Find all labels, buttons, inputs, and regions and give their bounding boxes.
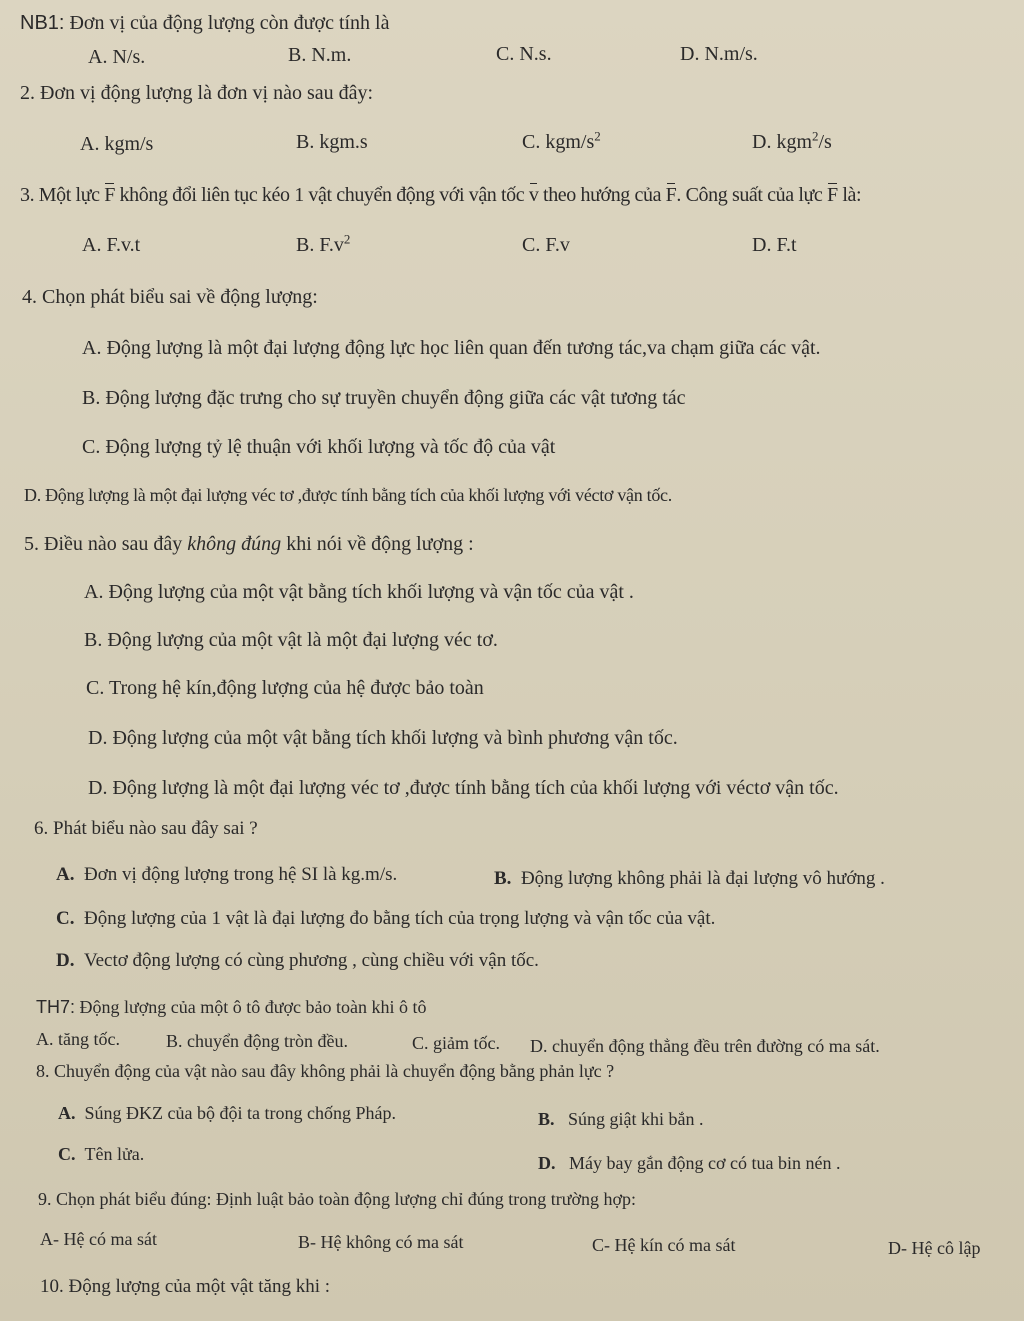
q7-option-b: B. chuyển động tròn đều. — [166, 1031, 348, 1051]
question-10: 10. Động lượng của một vật tăng khi : — [40, 1276, 331, 1297]
q2-option-d-tail: /s — [818, 131, 832, 153]
q9-option-d: D- Hệ cô lập — [888, 1238, 981, 1258]
q3-part-2: không đổi liên tục kéo 1 vật chuyển động với vận tốc — [114, 184, 529, 206]
question-1 — [20, 10, 390, 36]
question-2: 2. Đơn vị động lượng là đơn vị nào sau đây: — [20, 82, 374, 104]
vector-f-1: F — [104, 184, 115, 206]
question-8: 8. Chuyển động của vật nào sau đây không phải là chuyển động bằng phản lực ? — [36, 1061, 615, 1081]
q6-option-a-text: Đơn vị động lượng trong hệ SI là kg.m/s. — [83, 864, 398, 885]
question-3 — [20, 182, 861, 208]
q5-option-d: D. Động lượng của một vật bằng tích khối lượng và bình phương vận tốc. — [88, 727, 678, 749]
q3-option-c — [522, 232, 570, 258]
q5-emphasis: không đúng — [187, 533, 282, 555]
q2-option-b-text: B. kgm.s — [296, 131, 368, 153]
q6-option-d — [56, 948, 539, 974]
question-7-text: Động lượng của một ô tô được bảo toàn khi ô tô — [75, 997, 427, 1017]
q6-option-c-text: Động lượng của 1 vật là đại lượng đo bằng tích của trọng lượng và vận tốc của vật. — [83, 908, 716, 929]
question-1-label: NB1: — [20, 12, 65, 34]
question-4: 4. Chọn phát biểu sai về động lượng: — [22, 286, 318, 308]
q8-option-b-label: B. — [538, 1109, 555, 1129]
q8-option-a — [58, 1100, 396, 1126]
q6-option-d-text: Vectơ động lượng có cùng phương , cùng chiều với vận tốc. — [83, 950, 539, 971]
q5-option-d-2: D. Động lượng là một đại lượng véc tơ ,được tính bằng tích của khối lượng với véctơ vận tốc. — [88, 777, 839, 799]
q5-option-b: B. Động lượng của một vật là một đại lượng véc tơ. — [84, 629, 498, 651]
q2-option-a — [80, 131, 153, 157]
q3-option-b-sup: 2 — [343, 231, 351, 247]
q3-number: 3. — [20, 184, 35, 206]
q8-option-c — [58, 1141, 144, 1167]
q2-option-d — [752, 129, 832, 155]
q5-option-c: C. Trong hệ kín,động lượng của hệ được bảo toàn — [86, 677, 484, 699]
question-7 — [36, 994, 427, 1020]
question-5 — [24, 531, 474, 557]
q9-option-a: A- Hệ có ma sát — [40, 1229, 157, 1249]
q8-option-d-text: Máy bay gắn động cơ có tua bin nén . — [569, 1153, 841, 1173]
q8-option-d-label: D. — [538, 1153, 556, 1173]
question-6: 6. Phát biểu nào sau đây sai ? — [34, 818, 258, 839]
q1-option-d: D. N.m/s. — [680, 43, 758, 65]
q6-option-b — [494, 866, 885, 892]
q6-option-b-text: Động lượng không phải là đại lượng vô hướng . — [520, 868, 885, 889]
q5-option-a: A. Động lượng của một vật bằng tích khối lượng và vận tốc của vật . — [84, 581, 634, 603]
q2-option-b — [296, 129, 368, 155]
q3-option-d — [752, 232, 797, 258]
q7-option-c: C. giảm tốc. — [412, 1033, 500, 1053]
q6-option-c — [56, 906, 715, 932]
q5-post: khi nói về động lượng : — [281, 533, 474, 555]
q6-option-b-label: B. — [494, 868, 512, 889]
q6-option-c-label: C. — [56, 908, 75, 929]
q8-option-a-text: Súng ĐKZ của bộ đội ta trong chống Pháp. — [84, 1103, 396, 1123]
q7-option-d: D. chuyển động thẳng đều trên đường có ma sát. — [530, 1036, 880, 1056]
q3-option-a — [82, 232, 140, 258]
q1-option-b: B. N.m. — [288, 44, 352, 66]
vector-v: v — [528, 184, 539, 206]
q3-part-4: . Công suất của lực — [676, 184, 827, 206]
question-1-text: Đơn vị của động lượng còn được tính là — [64, 12, 390, 34]
q8-option-d — [538, 1150, 840, 1176]
q8-option-c-label: C. — [58, 1144, 76, 1164]
q3-option-b-text: B. F.v — [296, 234, 344, 256]
q2-option-d-text: D. kgm — [752, 131, 812, 153]
q3-option-a-text: A. F.v.t — [82, 234, 141, 256]
q3-part-3: theo hướng của — [538, 184, 666, 206]
vector-f-2: F — [665, 184, 677, 206]
q3-option-b — [296, 232, 350, 258]
q1-option-a: A. N/s. — [88, 46, 146, 68]
q8-option-b-text: Súng giật khi bắn . — [568, 1109, 704, 1129]
q9-option-c: C- Hệ kín có ma sát — [592, 1235, 736, 1255]
q7-option-a: A. tăng tốc. — [36, 1029, 120, 1049]
q2-option-c-sup: 2 — [594, 128, 601, 144]
question-7-label: TH7: — [36, 997, 76, 1017]
q6-option-a — [56, 862, 397, 888]
q2-option-c — [522, 129, 601, 155]
q8-option-a-label: A. — [58, 1103, 76, 1123]
q1-option-c: C. N.s. — [496, 43, 552, 65]
q3-option-c-text: C. F.v — [522, 234, 570, 256]
q2-option-a-text: A. kgm/s — [80, 133, 154, 155]
q6-option-a-label: A. — [56, 864, 75, 885]
q3-part-1: Một lực — [34, 184, 105, 206]
q3-option-d-text: D. F.t — [752, 234, 797, 256]
q4-option-c: C. Động lượng tỷ lệ thuận với khối lượng và tốc độ của vật — [82, 436, 556, 458]
q4-option-b: B. Động lượng đặc trưng cho sự truyền chuyển động giữa các vật tương tác — [82, 387, 686, 409]
q2-option-c-text: C. kgm/s — [522, 131, 595, 153]
q9-option-b: B- Hệ không có ma sát — [298, 1232, 464, 1252]
question-9: 9. Chọn phát biểu đúng: Định luật bảo toàn động lượng chỉ đúng trong trường hợp: — [38, 1189, 637, 1209]
q3-part-5: là: — [837, 184, 862, 206]
q8-option-c-text: Tên lửa. — [84, 1144, 145, 1164]
q2-option-d-sup: 2 — [812, 128, 819, 144]
vector-f-3: F — [827, 184, 838, 206]
q8-option-b — [538, 1106, 704, 1132]
q4-option-d: D. Động lượng là một đại lượng véc tơ ,được tính bằng tích của khối lượng với véctơ vận tốc. — [24, 485, 672, 505]
q4-option-a: A. Động lượng là một đại lượng động lực học liên quan đến tương tác,va chạm giữa các vật. — [82, 337, 821, 359]
q5-pre: 5. Điều nào sau đây — [24, 533, 188, 555]
q6-option-d-label: D. — [56, 950, 75, 971]
